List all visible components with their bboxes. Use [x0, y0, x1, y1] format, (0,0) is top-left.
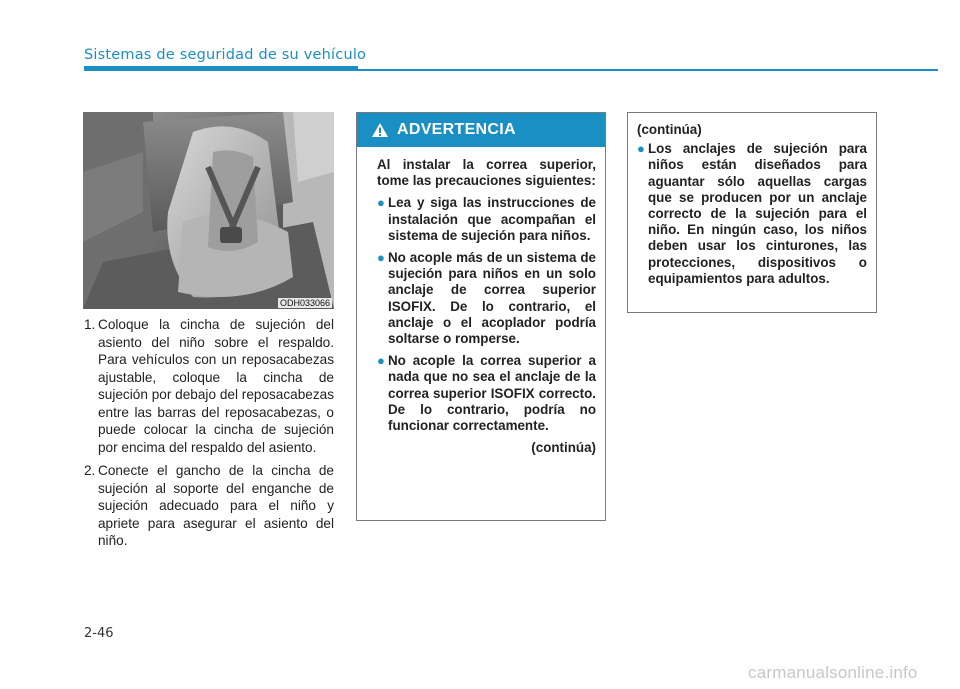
bullet-dot-icon: ●: [377, 250, 385, 266]
warning-bullet: [377, 195, 596, 244]
child-seat-photo: [83, 112, 334, 309]
continued-warning-box: [627, 112, 877, 313]
child-seat-illustration: [83, 112, 334, 309]
continues-label: (continúa): [531, 440, 596, 456]
warning-body: [357, 147, 605, 456]
bullet-text: Los anclajes de sujeción para niños están diseñados para aguantar sólo aquellas cargas que se producen por un anclaje correcto de la sujeción para el niño. En ningún caso, los niños deben usar los cinturones, las protecciones, dispositivos o equipamientos para adultos.: [648, 141, 867, 286]
header-rule-thick: [84, 66, 358, 71]
step-item: [84, 462, 334, 550]
bullet-text: Lea y siga las instrucciones de instalación que acompañan el sistema de sujeción para niños.: [388, 195, 596, 243]
bullet-text: No acople más de un sistema de sujeción para niños en un solo anclaje de correa superior ISOFIX. De lo contrario, el anclaje o el acoplador podría soltarse o romperse.: [388, 250, 596, 347]
warning-intro: Al instalar la correa superior, tome las precauciones siguientes:: [377, 157, 596, 189]
watermark: carmanualsonline.info: [748, 663, 918, 682]
step-item: [84, 316, 334, 456]
bullet-text: No acople la correa superior a nada que no sea el anclaje de la correa superior ISOFIX correcto. De lo contrario, podría no funcionar correctamente.: [388, 353, 596, 434]
step-number: 2.: [84, 463, 96, 478]
figure-code: ODH033066: [279, 298, 330, 308]
bullet-dot-icon: ●: [637, 141, 645, 157]
section-title: Sistemas de seguridad de su vehículo: [84, 47, 367, 63]
continued-bullet: [637, 141, 867, 287]
warning-bullet: [377, 353, 596, 434]
step-text: Conecte el gancho de la cincha de sujeción al soporte del enganche de sujeción adecuado para el niño y apriete para asegurar el asiento del niño.: [98, 463, 334, 548]
bullet-dot-icon: ●: [377, 195, 385, 211]
page-number: 2-46: [84, 626, 114, 641]
step-number: 1.: [84, 317, 96, 332]
warning-header: [357, 113, 605, 147]
continued-label: (continúa): [637, 122, 702, 137]
header-rule-thin: [358, 69, 938, 71]
instruction-steps: [84, 316, 334, 556]
bullet-dot-icon: ●: [377, 353, 385, 369]
warning-bullet: [377, 250, 596, 347]
step-text: Coloque la cincha de sujeción del asiento del niño sobre el respaldo. Para vehículos con un reposacabezas ajustable, coloque la cincha de sujeción por debajo del reposacabezas entre las barras del reposacabezas, o puede colocar la cincha de sujeción por encima del respaldo del asiento.: [98, 317, 334, 455]
warning-triangle-icon: [371, 122, 389, 138]
warning-title: ADVERTENCIA: [397, 121, 516, 138]
warning-box: [356, 112, 606, 521]
